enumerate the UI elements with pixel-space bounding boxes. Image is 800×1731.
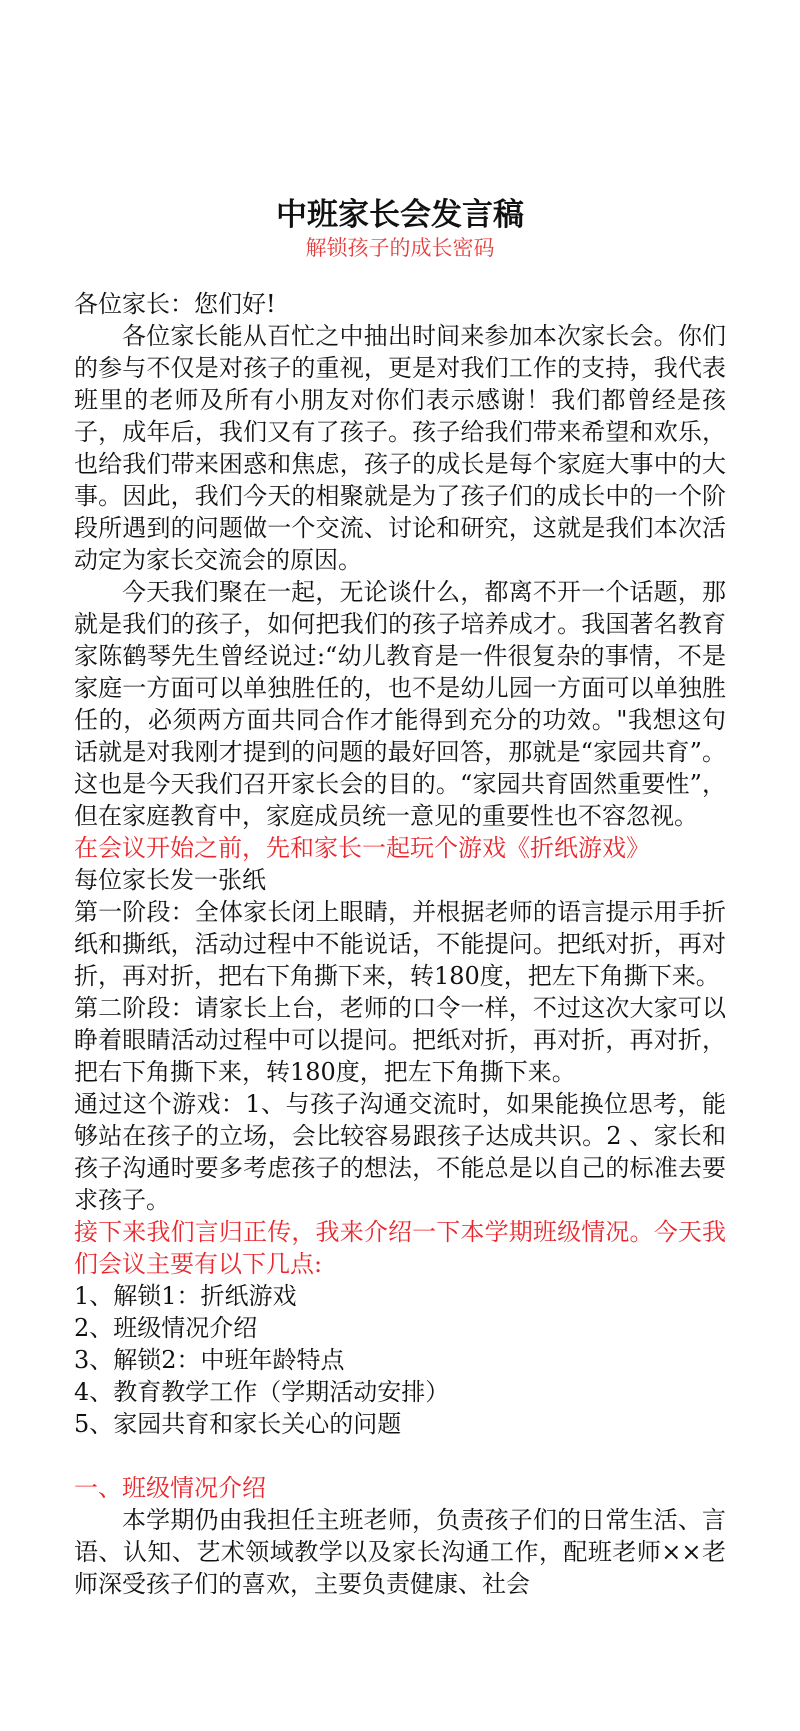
section-one-paragraph: 本学期仍由我担任主班老师，负责孩子们的日常生活、言语、认知、艺术领域教学以及家长沟通工作，配班老师××老师深受孩子们的喜欢，主要负责健康、社会: [74, 1506, 726, 1598]
game-stage-two: 第二阶段：请家长上台，老师的口令一样，不过这次大家可以睁着眼睛活动过程中可以提问。把纸对折，再对折，再对折，把右下角撕下来，转180度，把左下角撕下来。: [74, 994, 726, 1086]
spacer: [74, 1440, 726, 1472]
game-stage-one: 第一阶段：全体家长闭上眼睛，并根据老师的语言提示用手折纸和撕纸，活动过程中不能说话，不能提问。把纸对折，再对折，再对折，把右下角撕下来，转180度，把左下角撕下来。: [74, 898, 726, 990]
agenda-item: 3、解锁2：中班年龄特点: [74, 1346, 345, 1374]
game-heading: 在会议开始之前，先和家长一起玩个游戏《折纸游戏》: [74, 834, 650, 862]
agenda-item: 5、家园共育和家长关心的问题: [74, 1410, 402, 1438]
paragraph-home-school: 今天我们聚在一起，无论谈什么，都离不开一个话题，那就是我们的孩子，如何把我们的孩子培养成才。我国著名教育家陈鹤琴先生曾经说过:“幼儿教育是一件很复杂的事情，不是家庭一方面可以单独胜任的，也不是幼儿园一方面可以单独胜任的，必须两方面共同合作才能得到充分的功效。"我想这句话就是对我刚才提到的问题的最好回答，那就是“家园共育”。这也是今天我们召开家长会的目的。“家园共育固然重要性”，但在家庭教育中，家庭成员统一意见的重要性也不容忽视。: [74, 578, 726, 830]
agenda-item: 2、班级情况介绍: [74, 1314, 258, 1342]
paragraph-welcome: 各位家长能从百忙之中抽出时间来参加本次家长会。你们的参与不仅是对孩子的重视，更是对我们工作的支持，我代表班里的老师及所有小朋友对你们表示感谢！我们都曾经是孩子，成年后，我们又有了孩子。孩子给我们带来希望和欢乐，也给我们带来困惑和焦虑，孩子的成长是每个家庭大事中的大事。因此，我们今天的相聚就是为了孩子们的成长中的一个阶段所遇到的问题做一个交流、讨论和研究，这就是我们本次活动定为家长交流会的原因。: [74, 322, 726, 574]
document-subtitle: 解锁孩子的成长密码: [305, 236, 495, 260]
agenda-item: 4、教育教学工作（学期活动安排）: [74, 1378, 450, 1406]
agenda-list: [74, 1280, 726, 1440]
section-one-heading: 一、班级情况介绍: [74, 1474, 266, 1502]
transition-text: 接下来我们言归正传，我来介绍一下本学期班级情况。今天我们会议主要有以下几点:: [74, 1218, 726, 1278]
greeting: 各位家长：您们好!: [74, 290, 276, 318]
game-lesson: 通过这个游戏：1、与孩子沟通交流时，如果能换位思考，能够站在孩子的立场，会比较容易跟孩子达成共识。2 、家长和孩子沟通时要多考虑孩子的想法，不能总是以自己的标准去要求孩子。: [74, 1090, 726, 1214]
document-title: 中班家长会发言稿: [276, 197, 524, 233]
agenda-item: 1、解锁1：折纸游戏: [74, 1282, 297, 1310]
game-paper-note: 每位家长发一张纸: [74, 866, 266, 894]
